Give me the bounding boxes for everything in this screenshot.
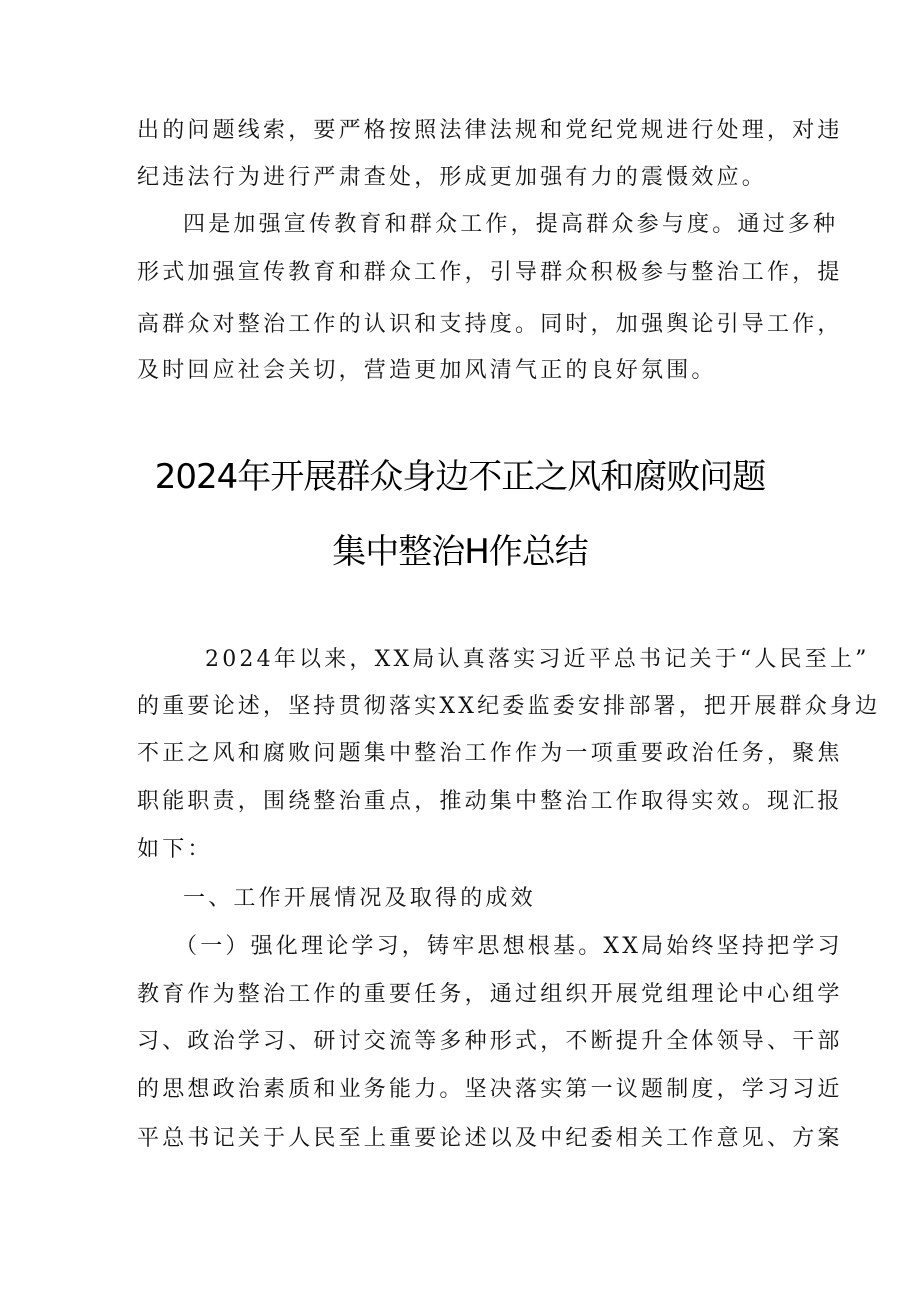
- prev-paragraph-line: 及时回应社会关切，营造更加风清气正的良好氛围。: [137, 358, 717, 383]
- section-paragraph-line: 平总书记关于人民至上重要论述以及中纪委相关工作意见、方案: [137, 1126, 843, 1151]
- prev-paragraph-line: 出的问题线索，要严格按照法律法规和党纪党规进行处理，对违: [137, 118, 843, 143]
- intro-paragraph-line: 职能职责，围绕整治重点，推动集中整治工作取得实效。现汇报: [137, 789, 843, 814]
- section-paragraph-line: （一）强化理论学习，铸牢思想根基。XX局始终坚持把学习: [175, 934, 843, 959]
- section-paragraph-line: 的思想政治素质和业务能力。坚决落实第一议题制度，学习习近: [137, 1077, 843, 1102]
- section-paragraph-line: 教育作为整治工作的重要任务，通过组织开展党组理论中心组学: [137, 982, 843, 1007]
- intro-paragraph-line: 不正之风和腐败问题集中整治工作作为一项重要政治任务，聚焦: [137, 741, 843, 766]
- intro-paragraph-line: 如下：: [137, 837, 213, 862]
- intro-paragraph-line: 2024年以来，XX局认真落实习近平总书记关于“人民至上”: [205, 647, 870, 672]
- prev-paragraph-line: 形式加强宣传教育和群众工作，引导群众积极参与整治工作，提: [137, 260, 843, 285]
- intro-paragraph-line: 的重要论述，坚持贯彻落实XX纪委监委安排部署，把开展群众身边: [137, 694, 881, 719]
- prev-paragraph-line: 高群众对整治工作的认识和支持度。同时，加强舆论引导工作，: [137, 312, 843, 337]
- prev-paragraph-line: 四是加强宣传教育和群众工作，提高群众参与度。通过多种: [183, 212, 839, 237]
- prev-paragraph-line: 纪违法行为进行严肃查处，形成更加强有力的震慑效应。: [137, 165, 768, 190]
- section-heading: 一、工作开展情况及取得的成效: [183, 886, 536, 911]
- document-title-line-1: 2024年开展群众身边不正之风和腐败问题: [154, 457, 766, 497]
- section-paragraph-line: 习、政治学习、研讨交流等多种形式，不断提升全体领导、干部: [137, 1029, 843, 1054]
- document-title-line-2: 集中整治H作总结: [332, 532, 588, 572]
